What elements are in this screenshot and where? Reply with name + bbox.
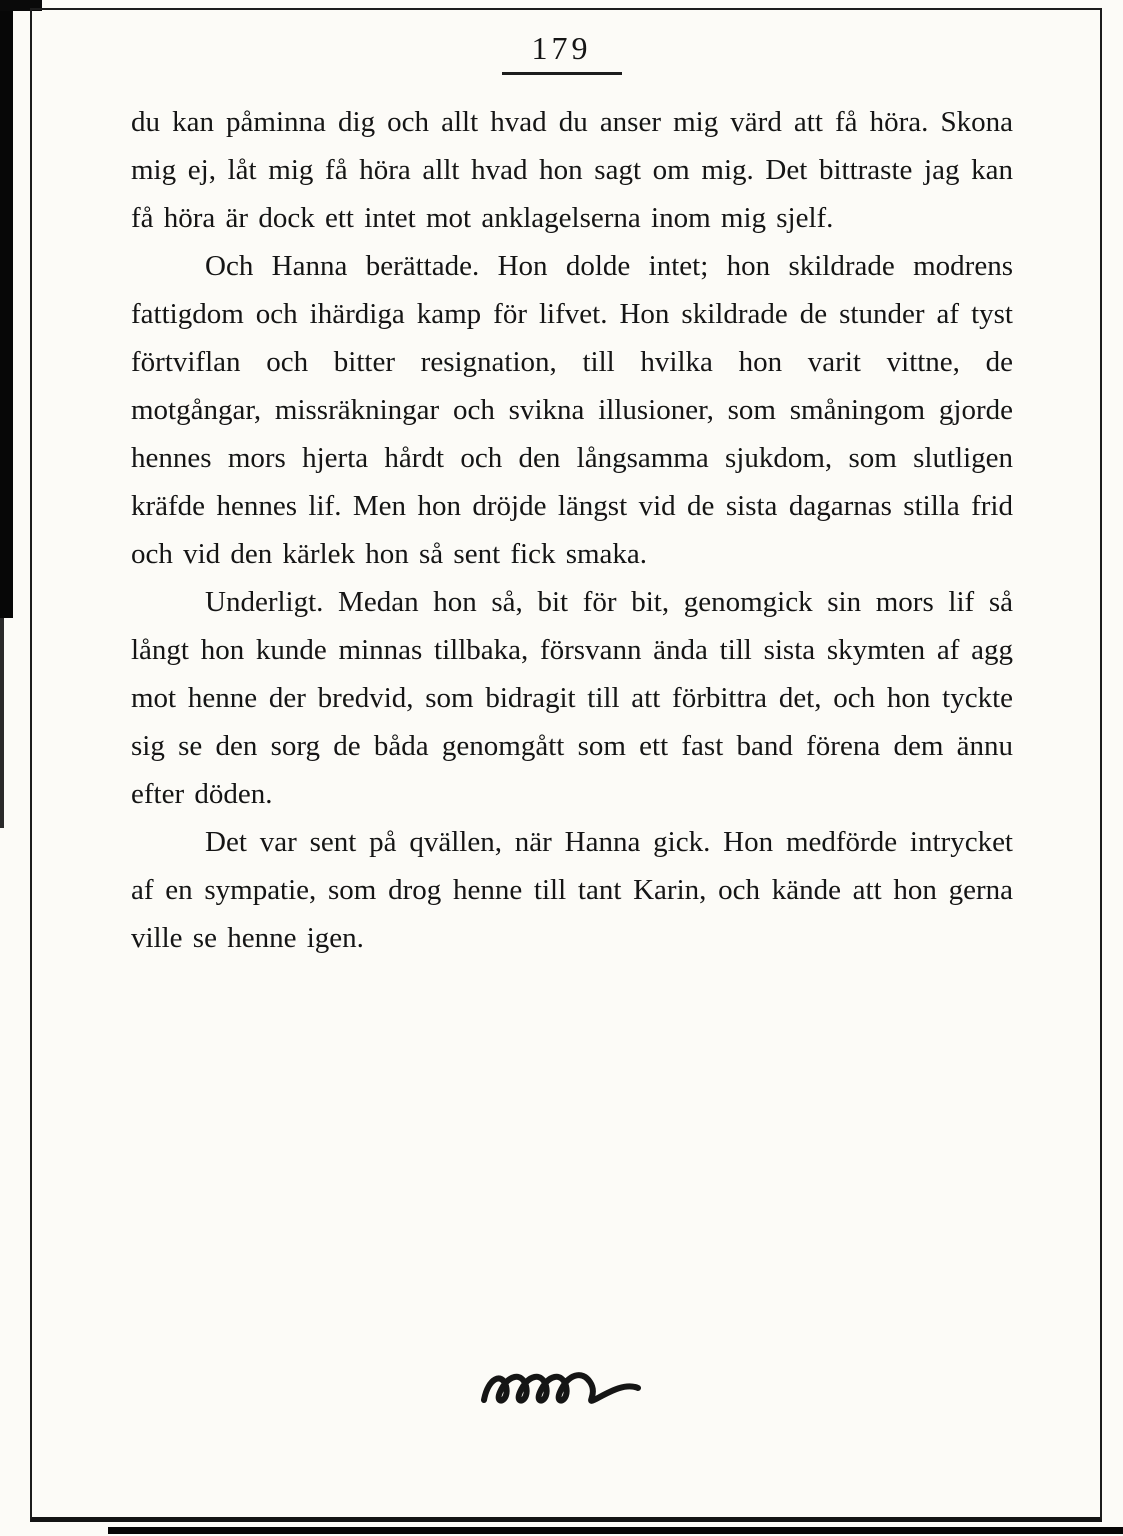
scan-artifact-bottom-bar — [108, 1527, 1123, 1534]
scan-artifact-top-left-smudge — [0, 0, 42, 11]
paragraph-4: Det var sent på qvällen, när Hanna gick. Hon medförde intrycket af en sympatie, som drog henne till tant Karin, och kände att hon gerna ville se henne igen. — [131, 826, 1013, 954]
paragraph-1: du kan påminna dig och allt hvad du anser mig värd att få höra. Skona mig ej, låt mig få höra allt hvad hon sagt om mig. Det bittraste jag kan få höra är dock ett intet mot anklagelserna inom mig sjelf. — [131, 106, 1013, 234]
text-block — [131, 98, 1013, 962]
scan-artifact-left-bar — [0, 0, 13, 618]
paragraph-3: Underligt. Medan hon så, bit för bit, genomgick sin mors lif så långt hon kunde minnas tillbaka, försvann ända till sista skymten af agg mot henne der bredvid, som bidragit till att förbittra det, och hon tyckte sig se den sorg de båda genomgått som ett fast band förena dem ännu efter döden. — [131, 586, 1013, 810]
page-number: 179 — [502, 30, 622, 75]
scan-artifact-left-thin-line — [0, 618, 4, 828]
ornament-flourish-icon — [0, 1358, 1123, 1419]
paragraph-2: Och Hanna berättade. Hon dolde intet; hon skildrade modrens fattigdom och ihärdiga kamp för lifvet. Hon skildrade de stunder af tyst förtviflan och bitter resignation, till hvilka hon varit vittne, de motgångar, missräkningar och svikna illusioner, som småningom gjorde hennes mors hjerta hårdt och den långsamma sjukdom, som slutligen kräfde hennes lif. Men hon dröjde längst vid de sista dagarnas stilla frid och vid den kärlek hon så sent fick smaka. — [131, 250, 1013, 570]
page-header — [0, 30, 1123, 75]
